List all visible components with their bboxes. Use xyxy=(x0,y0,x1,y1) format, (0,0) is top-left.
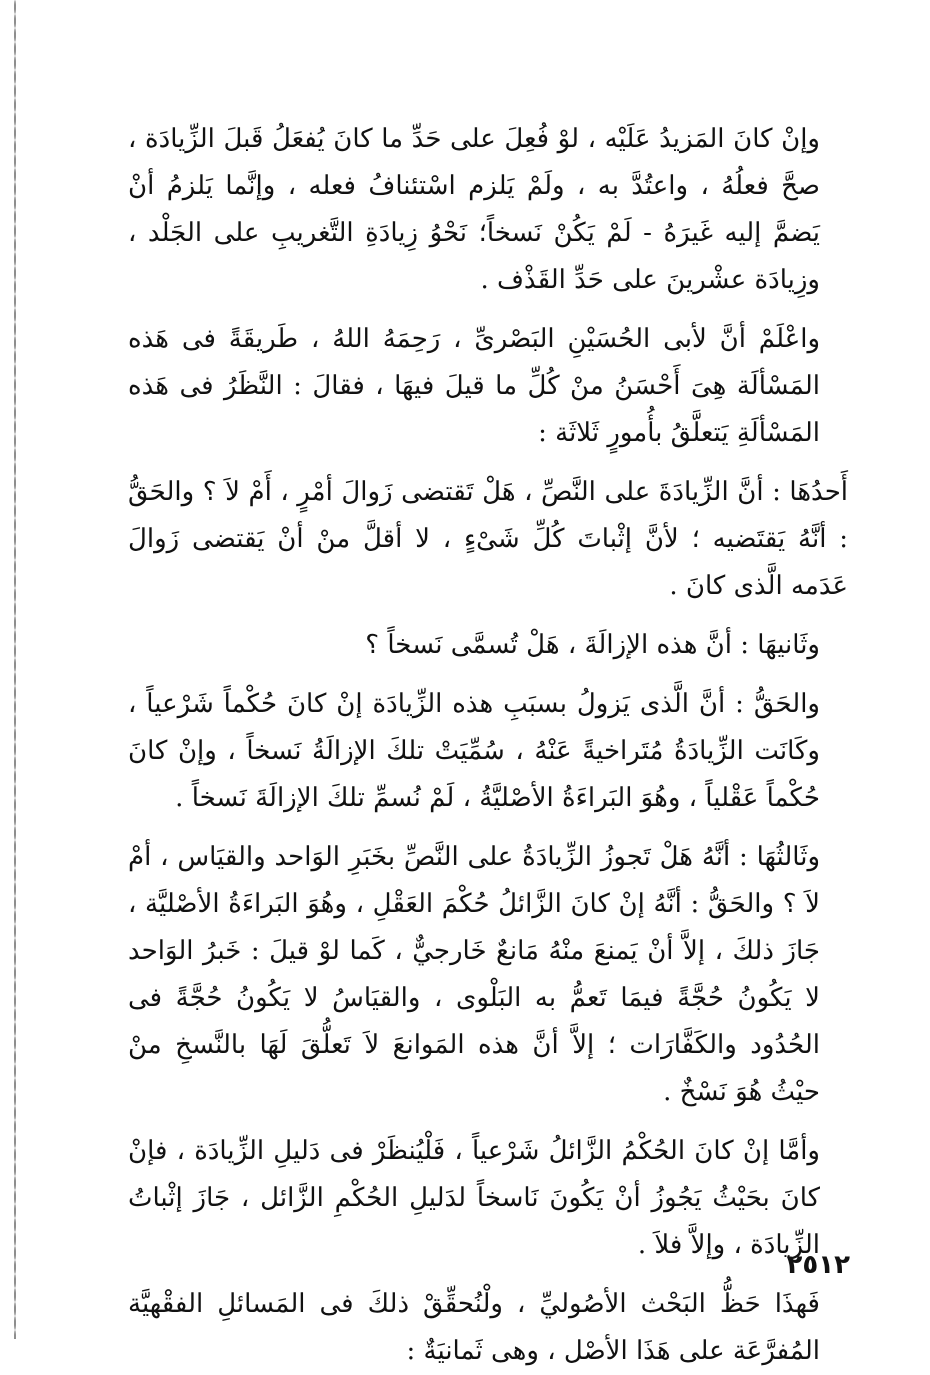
page-number: ٢٥١٢ xyxy=(786,1250,850,1280)
body-text xyxy=(128,116,848,1375)
scan-edge-dots xyxy=(14,0,16,1339)
paragraph-8: فَهذَا حَظُّ البَحْث الأصُوليِّ ، ولْنُحقِّقْ ذلكَ فى المَسائلِ الفقْهيَّة المُفرَّعَة على هَذَا الأصْل ، وهى ثَمانيَةٌ : xyxy=(128,1289,820,1366)
paragraph-1: وإنْ كانَ المَزيدُ عَلَيْه ، لوْ فُعِلَ على حَدِّ ما كانَ يُفعَلُ قَبلَ الزِّيادَة ، صحَّ فعلُهُ ، واعتُدَّ به ، ولَمْ يَلزم اسْتئنافُ فعله ، وإنَّما يَلزمُ أنْ يَضمَّ إليه غَيرَهُ - لَمْ يَكُنْ نَسخاً؛ نَحْوُ زِيادَةِ التَّغريبِ على الجَلْد ، وزِيادَة عشْرينَ على حَدِّ القَذْف . xyxy=(128,124,820,295)
paragraph-5: والحَقُّ : أنَّ الَّذى يَزولُ بسبَبِ هذه الزِّيادَة إنْ كانَ حُكْماً شَرْعياً ، وكَانَت الزِّيادَةُ مُتَراخيةً عَنْهُ ، سُمِّيَتْ تلكَ الإزالَةُ نَسخاً ، وإنْ كانَ حُكْماً عَقْلياً ، وهُوَ البَراءَةُ الأصْليَّةُ ، لَمْ نُسمِّ تلكَ الإزالَةَ نَسخاً . xyxy=(128,689,820,813)
paragraph-7: وأمَّا إنْ كانَ الحُكْمُ الزَّائلُ شَرْعياً ، فَلْيُنظَرْ فى دَليلِ الزِّيادَة ، فإنْ كانَ بحَيْثُ يَجُوزُ أنْ يَكُونَ نَاسخاً لدَليلِ الحُكْمِ الزَّائل ، جَازَ إثْباتُ الزِّيادَة ، وإلاَّ فلاَ . xyxy=(128,1136,820,1260)
paragraph-3: أَحدُهَا : أنَّ الزِّيادَةَ على النَّصِّ ، هَلْ تَقتضى زَوالَ أمْرٍ ، أَمْ لاَ ؟ والحَقُّ : أنَّهُ يَقتَضيه ؛ لأنَّ إثْباتَ كُلِّ شَىْءٍ ، لا أقلَّ منْ أنْ يَقتضى زَوالَ عَدَمه الَّذى كانَ . xyxy=(128,477,848,601)
paragraph-6: وثَالثُهَا : أنَّهُ هَلْ تَجوزُ الزِّيادَةُ على النَّصِّ بخَبَرِ الوَاحد والقيَاس ، أمْ لاَ ؟ والحَقُّ : أنَّهُ إنْ كانَ الزَّائلُ حُكْمَ العَقْلِ ، وهُوَ البَراءَةُ الأصْليَّة ، جَازَ ذلكَ ، إلاَّ أنْ يَمنعَ منْهُ مَانعٌ خَارجيٌّ ، كَما لوْ قيلَ : خَبرُ الوَاحد لا يَكُونُ حُجَّةً فيمَا تَعمُّ به البَلْوى ، والقيَاسُ لا يَكُونُ حُجَّةً فى الحُدُود والكَفَّارَات ؛ إلاَّ أنَّ هذه المَوانعَ لاَ تَعلُّقَ لَهَا بالنَّسخِ منْ حيْثُ هُوَ نَسْخٌ . xyxy=(128,842,820,1107)
paragraph-4: وثَانيهَا : أنَّ هذه الإزالَةَ ، هَلْ تُسمَّى نَسخاً ؟ xyxy=(365,630,820,660)
paragraph-2: واعْلَمْ أنَّ لأبى الحُسَيْنِ البَصْرىِّ ، رَحِمَهُ اللهُ ، طَريقَةً فى هَذه المَسْألَة هِىَ أَحْسَنُ منْ كُلِّ ما قيلَ فيهَا ، فقالَ : النَّظَرُ فى هَذه المَسْألَةِ يَتعلَّقُ بأُمورٍ ثَلاثَة : xyxy=(128,324,820,448)
